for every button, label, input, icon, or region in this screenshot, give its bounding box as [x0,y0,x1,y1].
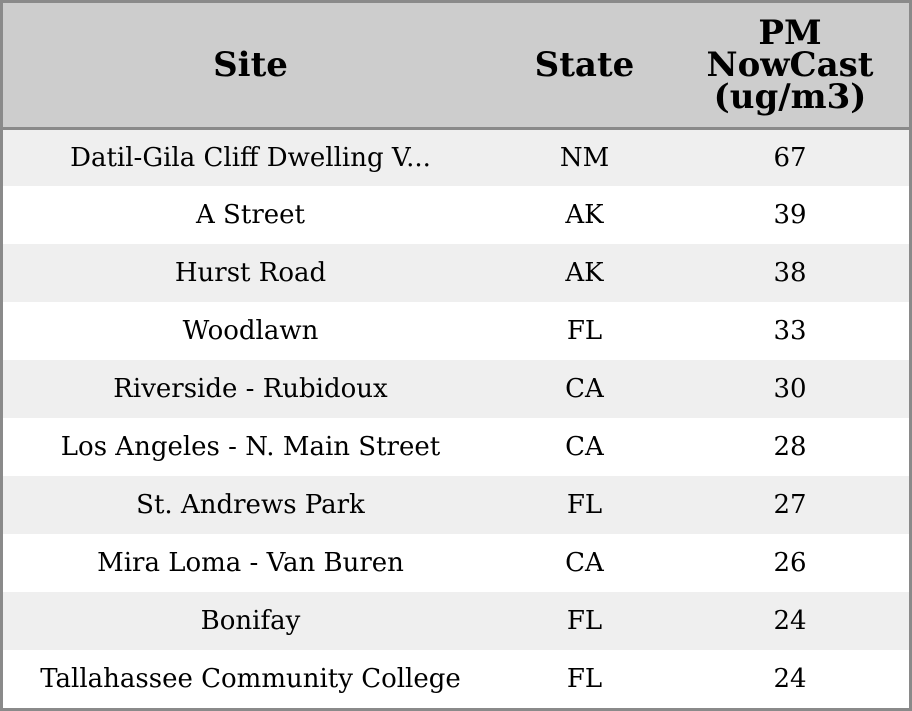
cell-site: A Street [196,200,305,230]
table-header [3,3,909,128]
cell-state: AK [565,258,604,288]
cell-site: Tallahassee Community College [40,664,461,694]
cell-site: Riverside - Rubidoux [113,374,388,404]
cell-pm: 28 [773,432,807,462]
cell-pm: 24 [773,664,807,694]
table-body [3,128,909,708]
table-row [3,244,909,302]
cell-site: Woodlawn [182,316,319,346]
cell-pm: 30 [773,374,807,404]
cell-state: NM [559,142,610,173]
table-row [3,534,909,592]
cell-site: Mira Loma - Van Buren [97,548,404,578]
cell-pm: 24 [773,606,807,636]
cell-state: FL [566,664,603,694]
table-row [3,302,909,360]
table-row [3,186,909,244]
header-state: State [498,3,671,128]
cell-site: Hurst Road [174,258,327,288]
header-pm-line-2: NowCast [706,44,874,85]
header-row [3,3,909,128]
cell-site: Datil-Gila Cliff Dwelling V... [70,142,431,173]
cell-site: St. Andrews Park [136,490,365,520]
table-row [3,650,909,708]
cell-pm: 27 [773,490,807,520]
cell-state: AK [565,200,604,230]
cell-pm: 33 [773,316,807,346]
cell-state: CA [565,548,604,578]
pm-nowcast-table [3,3,909,708]
cell-state: FL [566,606,603,636]
cell-state: CA [565,374,604,404]
cell-state: FL [566,490,603,520]
table-row [3,360,909,418]
cell-state: CA [565,432,604,462]
table-row [3,476,909,534]
header-pm-nowcast [671,3,909,128]
header-site: Site [3,3,498,128]
cell-site: Bonifay [200,606,301,636]
cell-pm: 26 [773,548,807,578]
cell-site: Los Angeles - N. Main Street [60,432,441,462]
cell-state: FL [566,316,603,346]
header-pm-line-1: PM [758,12,822,53]
table-row [3,128,909,186]
cell-pm: 67 [773,142,807,173]
header-pm-line-3: (ug/m3) [713,76,867,117]
cell-pm: 39 [773,200,807,230]
cell-pm: 38 [773,258,807,288]
table-row [3,592,909,650]
table-row [3,418,909,476]
